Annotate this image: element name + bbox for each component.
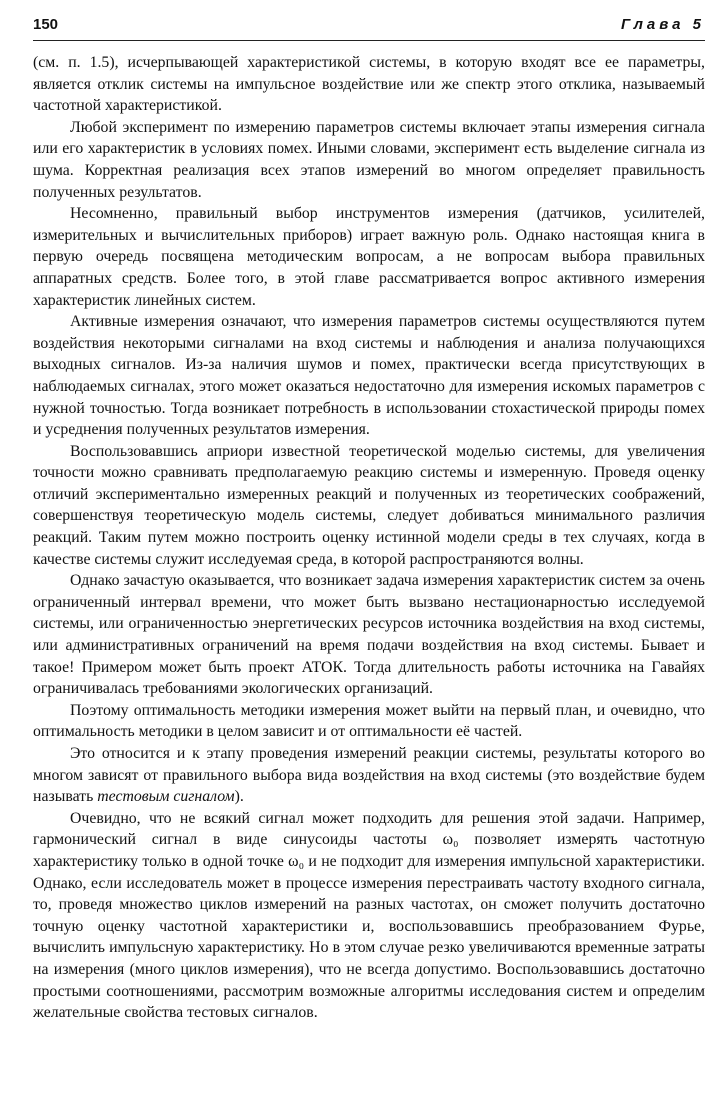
paragraph-test-signal (33, 743, 705, 808)
running-header (33, 14, 705, 41)
paragraph-text: Это относится и к этапу проведения измерений реакции системы, результаты которого во многом зависят от правильного выбора вида воздействия на вход системы (это воздействие будем называть (33, 745, 705, 806)
paragraph: Очевидно, что не всякий сигнал может подходить для решения этой задачи. Например, гармонический сигнал в виде синусоиды частоты ω₀ позволяет измерять частотную характеристику только в одной точке ω₀ и не подходит для измерения импульсной характеристики. Однако, если исследователь может в процессе измерения перестраивать частоту входного сигнала, то, проведя множество циклов измерений на разных частотах, он сможет получить достаточно точную оценку частотной характеристики и, воспользовавшись преобразованием Фурье, вычислить импульсную характеристику. Но в этом случае резко увеличиваются временные затраты на измерения (много циклов измерения), что не всегда допустимо. Воспользовавшись достаточно простыми соотношениями, рассмотрим возможные алгоритмы исследования систем и определим желательные свойства тестовых сигналов. (33, 809, 705, 1022)
paragraph: Поэтому оптимальность методики измерения может выйти на первый план, и очевидно, что оптимальность методики в целом зависит и от оптимальности её частей. (33, 701, 705, 741)
page-number: 150 (33, 16, 59, 33)
paragraph-text: ). (234, 788, 244, 806)
paragraph: Несомненно, правильный выбор инструментов измерения (датчиков, усилителей, измерительных и вычислительных приборов) играет важную роль. Однако настоящая книга в первую очередь посвящена методическим вопросам, а не вопросам выбора правильных аппаратных средств. Более того, в этой главе рассматривается вопрос активного измерения характеристик линейных систем. (33, 205, 705, 309)
paragraph: Активные измерения означают, что измерения параметров системы осуществляются путем воздействия некоторыми сигналами на вход системы и наблюдения и анализа получающихся выходных сигналов. Из-за наличия шумов и помех, практически всегда присутствующих в наблюдаемых сигналах, этого может оказаться недостаточно для измерения искомых параметров с нужной точностью. Тогда возникает потребность в использовании стохастической природы помех и усреднения полученных результатов измерения. (33, 313, 705, 439)
chapter-title: Глава 5 (620, 16, 705, 33)
body-text (33, 52, 705, 1024)
paragraph: Любой эксперимент по измерению параметров системы включает этапы измерения сигнала или его характеристик в условиях помех. Иными словами, эксперимент есть выделение сигнала из шума. Корректная реализация всех этапов измерений во многом определяет правильность полученных результатов. (33, 118, 705, 201)
emphasized-term: тестовым сигналом (97, 788, 235, 806)
paragraph: Однако зачастую оказывается, что возникает задача измерения характеристик систем за очень ограниченный интервал времени, что может быть вызвано нестационарностью исследуемой системы, или ограниченностью энергетических ресурсов источника воздействия на вход системы, или административных ограничений на время подачи воздействия на вход системы. Бывает и такое! Примером может быть проект АТОК. Тогда длительность работы источника на Гавайях ограничивалась требованиями экологических организаций. (33, 572, 705, 698)
paragraph: (см. п. 1.5), исчерпывающей характеристикой системы, в которую входят все ее параметры, является отклик системы на импульсное воздействие или же спектр этого отклика, называемый частотной характеристикой. (33, 54, 705, 115)
paragraph: Воспользовавшись априори известной теоретической моделью системы, для увеличения точности можно сравнивать предполагаемую реакцию системы и измеренную. Проведя оценку отличий экспериментально измеренных реакций и полученных из теоретических соображений, совершенствуя теоретическую модель системы, следует добиваться минимального различия реакций. Таким путем можно построить оценку истинной модели среды в тех случаях, когда в качестве системы служит исследуемая среда, в которой распространяются волны. (33, 442, 705, 568)
